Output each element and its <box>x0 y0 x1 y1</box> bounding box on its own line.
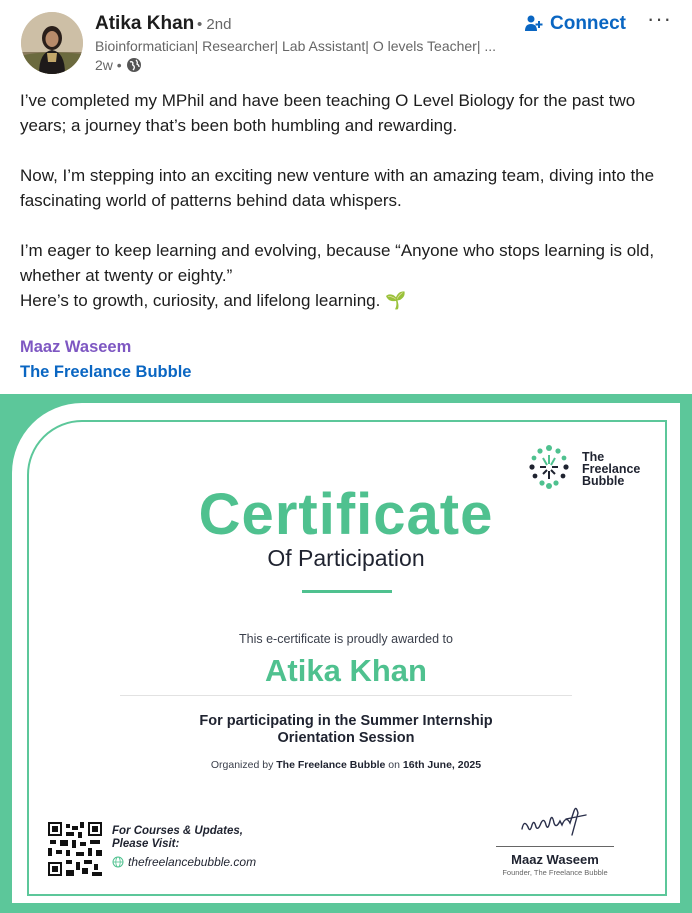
signer-name: Maaz Waseem <box>511 852 599 867</box>
web-globe-icon <box>112 856 124 868</box>
logo-word: Bubble <box>582 474 625 488</box>
more-options-icon[interactable]: ··· <box>647 6 672 31</box>
logo-word: The <box>582 450 605 464</box>
organized-prefix: Organized by <box>210 759 274 771</box>
organizer-name: The Freelance Bubble <box>276 759 386 771</box>
post-text <box>20 88 675 313</box>
website-url: thefreelancebubble.com <box>128 855 257 869</box>
visit-line: For Courses & Updates, <box>112 825 243 837</box>
qr-code-icon <box>48 822 102 876</box>
author-headline: Bioinformatician| Researcher| Lab Assistant| O levels Teacher| ... <box>95 38 497 54</box>
post-paragraph: I’ve completed my MPhil and have been teaching O Level Biology for the past two years; a journey that’s been both humbling and rewarding. <box>20 91 636 135</box>
website-link <box>112 855 256 869</box>
certificate-date: 16th June, 2025 <box>402 759 482 771</box>
mention-the-freelance-bubble[interactable]: The Freelance Bubble <box>20 363 192 381</box>
post-time: 2w • <box>95 57 122 73</box>
signature-image <box>514 801 594 841</box>
participation-reason <box>12 713 680 747</box>
post-paragraph: Now, I’m stepping into an exciting new venture with an amazing team, diving into the fascinating world of patterns behind data whispers. <box>20 166 655 210</box>
logo-word: Freelance <box>582 462 641 476</box>
avatar-photo <box>21 12 83 74</box>
avatar[interactable] <box>21 12 83 74</box>
signer-title: Founder, The Freelance Bubble <box>502 868 608 877</box>
author-name[interactable]: Atika Khan <box>95 13 195 34</box>
certificate-card <box>12 403 680 903</box>
mention-maaz-waseem[interactable]: Maaz Waseem <box>20 338 132 356</box>
post-paragraph: Here’s to growth, curiosity, and lifelong learning. 🌱 <box>20 291 407 310</box>
connection-degree: • 2nd <box>197 16 232 33</box>
reason-line: Orientation Session <box>277 730 415 746</box>
certificate-image[interactable] <box>0 394 692 913</box>
visit-line: Please Visit: <box>112 838 180 850</box>
recipient-name: Atika Khan <box>265 653 427 688</box>
signature-line <box>496 846 614 847</box>
awarded-text: This e-certificate is proudly awarded to <box>239 632 453 646</box>
organized-by <box>12 759 680 771</box>
certificate-title: Certificate <box>198 482 494 547</box>
connect-button[interactable] <box>524 11 626 37</box>
connect-label: Connect <box>550 13 626 34</box>
reason-line: For participating in the Summer Internship <box>199 713 493 729</box>
globe-icon <box>126 57 142 73</box>
post-header <box>0 0 692 90</box>
divider <box>120 695 572 696</box>
organized-on: on <box>388 759 400 771</box>
post-meta <box>95 57 142 73</box>
add-person-icon <box>524 14 544 34</box>
certificate-subtitle: Of Participation <box>267 545 425 571</box>
post-paragraph: I’m eager to keep learning and evolving, because “Anyone who stops learning is old, whether at twenty or eighty.” <box>20 241 655 285</box>
title-underline <box>302 590 392 593</box>
visit-text <box>112 825 243 851</box>
